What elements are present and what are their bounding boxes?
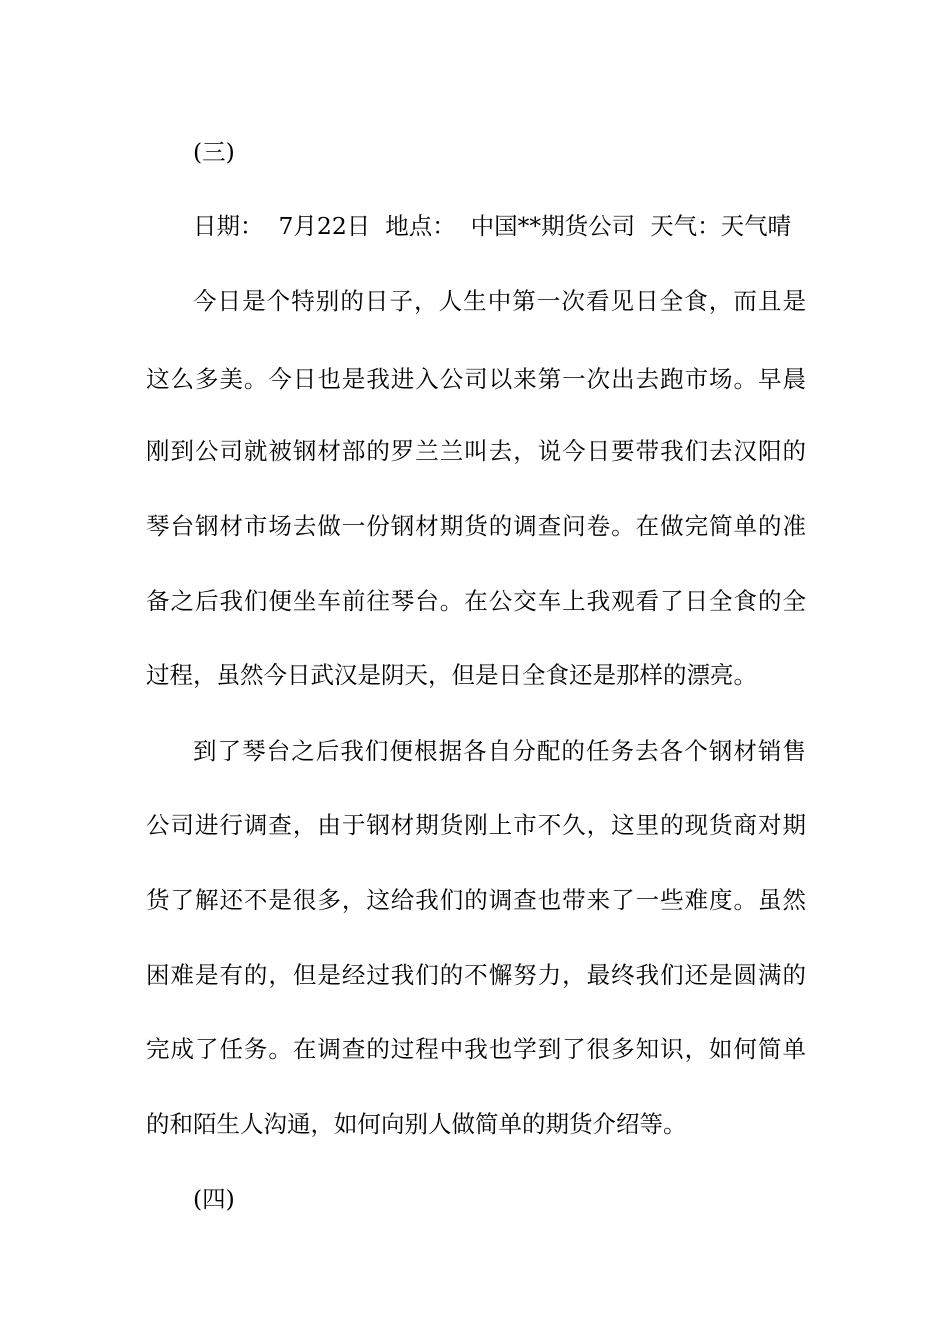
paragraph-1-line-6: 过程，虽然今日武汉是阴天，但是日全食还是那样的漂亮。 — [146, 661, 757, 689]
paragraph-2-line-5: 完成了任务。在调查的过程中我也学到了很多知识，如何简单 — [146, 1035, 806, 1063]
paragraph-2-line-1: 到了琴台之后我们便根据各自分配的任务去各个钢材销售 — [193, 737, 806, 765]
paragraph-2-line-2: 公司进行调查，由于钢材期货刚上市不久，这里的现货商对期 — [146, 811, 806, 839]
paragraph-1-line-4: 琴台钢材市场去做一份钢材期货的调查问卷。在做完简单的准 — [146, 512, 806, 540]
paragraph-2-line-3: 货了解还不是很多，这给我们的调查也带来了一些难度。虽然 — [146, 886, 806, 914]
diary-meta-line: 日期： 7月22日 地点： 中国**期货公司 天气：天气晴 — [193, 212, 792, 240]
section-4-heading: (四) — [193, 1185, 235, 1213]
paragraph-1-line-5: 备之后我们便坐车前往琴台。在公交车上我观看了日全食的全 — [146, 587, 806, 615]
paragraph-1-line-2: 这么多美。今日也是我进入公司以来第一次出去跑市场。早晨 — [146, 365, 806, 393]
section-3-heading: (三) — [193, 138, 235, 166]
paragraph-1-line-1: 今日是个特别的日子，人生中第一次看见日全食，而且是 — [193, 287, 806, 315]
paragraph-2-line-6: 的和陌生人沟通，如何向别人做简单的期货介绍等。 — [146, 1110, 687, 1138]
paragraph-2-line-4: 困难是有的，但是经过我们的不懈努力，最终我们还是圆满的 — [146, 961, 806, 989]
paragraph-1-line-3: 刚到公司就被钢材部的罗兰兰叫去，说今日要带我们去汉阳的 — [146, 437, 806, 465]
